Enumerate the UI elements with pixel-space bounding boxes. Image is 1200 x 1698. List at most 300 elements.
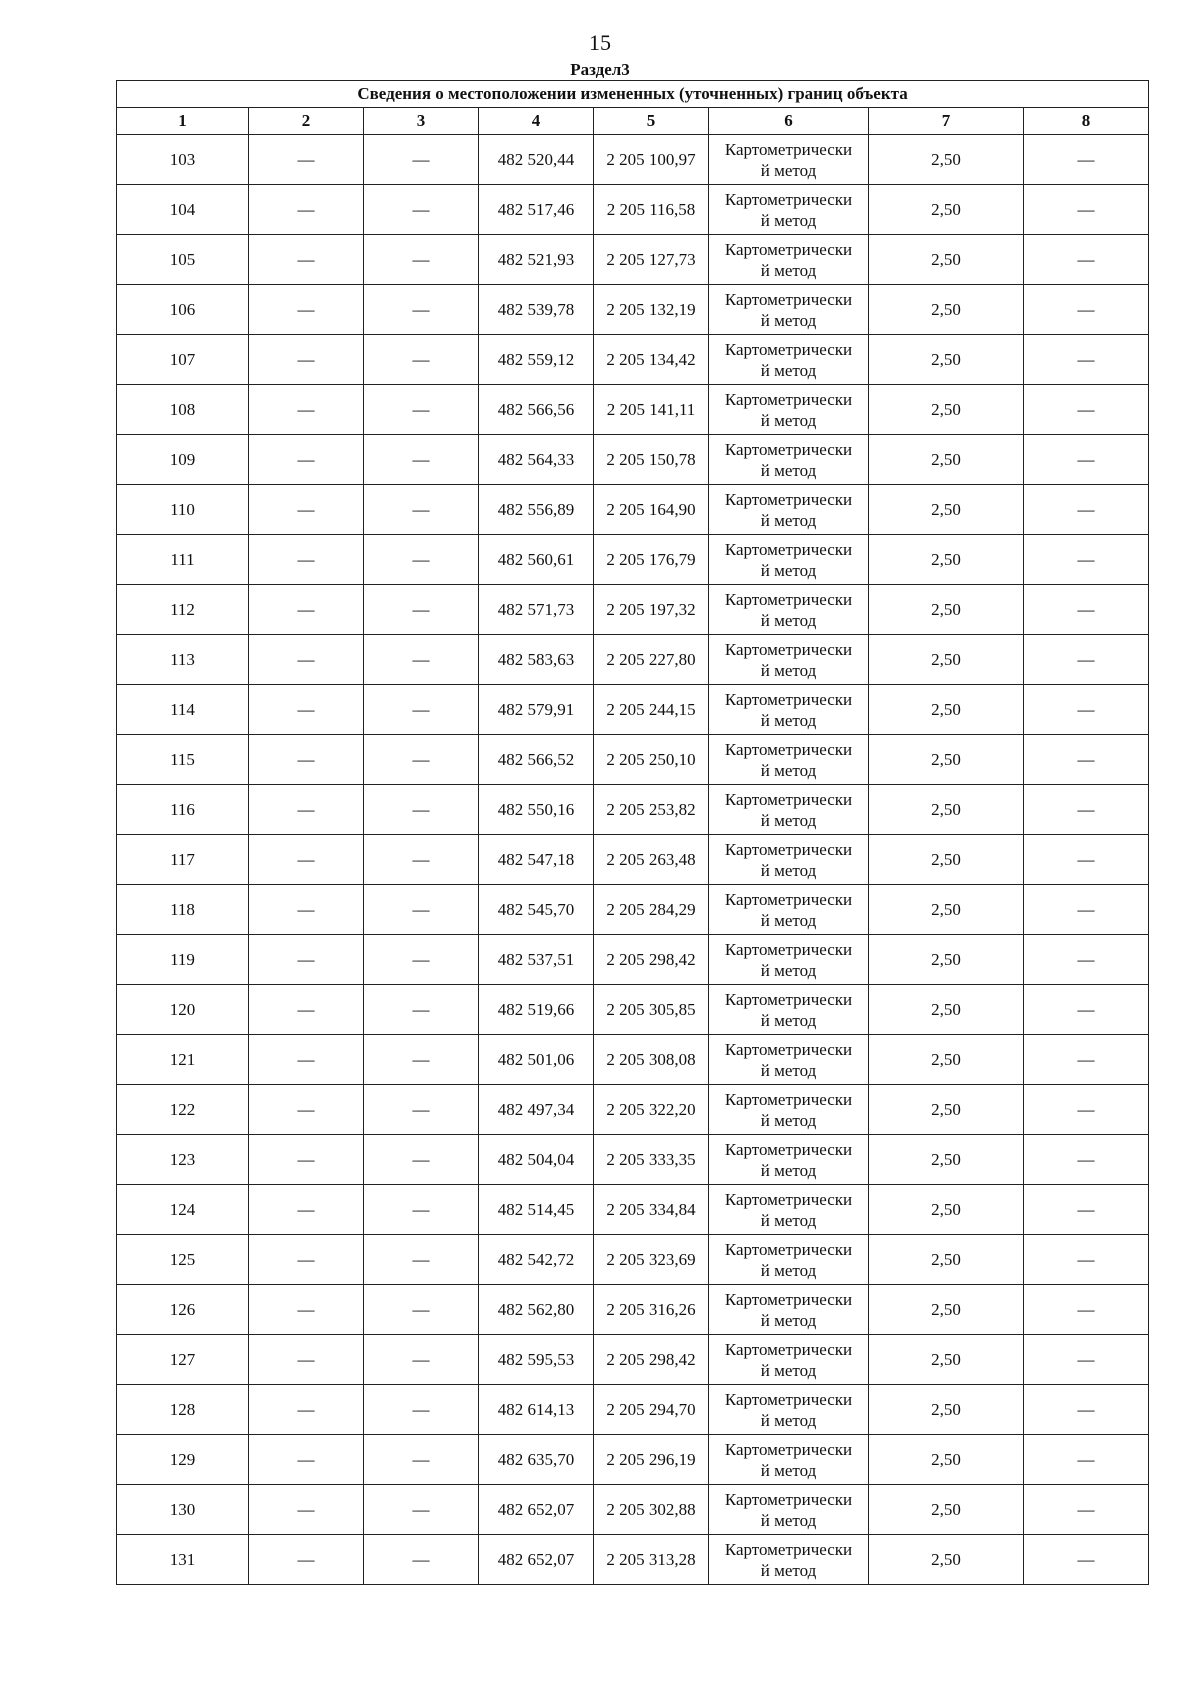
coordinate-y-cell: 2 205 197,32: [594, 585, 709, 635]
coordinate-x-cell: 482 583,63: [479, 635, 594, 685]
accuracy-cell: 2,50: [869, 235, 1024, 285]
col2-dash-cell: —: [249, 385, 364, 435]
col8-dash-cell: —: [1024, 1285, 1149, 1335]
point-number-cell: 124: [117, 1185, 249, 1235]
accuracy-cell: 2,50: [869, 735, 1024, 785]
col3-dash-cell: —: [364, 1035, 479, 1085]
point-number-cell: 122: [117, 1085, 249, 1135]
accuracy-cell: 2,50: [869, 535, 1024, 585]
method-line-1: Картометрически: [724, 489, 853, 509]
col8-dash-cell: —: [1024, 185, 1149, 235]
method-line-1: Картометрически: [724, 289, 853, 309]
coordinate-x-cell: 482 519,66: [479, 985, 594, 1035]
col2-dash-cell: —: [249, 935, 364, 985]
method-cell: [709, 235, 869, 285]
col2-dash-cell: —: [249, 285, 364, 335]
table-row: [117, 1085, 1149, 1135]
coordinate-y-cell: 2 205 132,19: [594, 285, 709, 335]
method-line-1: Картометрически: [724, 839, 853, 859]
accuracy-cell: 2,50: [869, 185, 1024, 235]
table-row: [117, 335, 1149, 385]
point-number-cell: 125: [117, 1235, 249, 1285]
col8-dash-cell: —: [1024, 985, 1149, 1035]
col8-dash-cell: —: [1024, 1335, 1149, 1385]
col3-dash-cell: —: [364, 435, 479, 485]
coordinate-x-cell: 482 504,04: [479, 1135, 594, 1185]
col3-dash-cell: —: [364, 1285, 479, 1335]
col8-dash-cell: —: [1024, 1435, 1149, 1485]
table-row: [117, 585, 1149, 635]
coordinate-x-cell: 482 571,73: [479, 585, 594, 635]
point-number-cell: 106: [117, 285, 249, 335]
method-line-1: Картометрически: [724, 1289, 853, 1309]
point-number-cell: 127: [117, 1335, 249, 1385]
accuracy-cell: 2,50: [869, 785, 1024, 835]
point-number-cell: 109: [117, 435, 249, 485]
coordinate-x-cell: 482 542,72: [479, 1235, 594, 1285]
method-cell: [709, 1085, 869, 1135]
coordinate-y-cell: 2 205 134,42: [594, 335, 709, 385]
method-cell: [709, 885, 869, 935]
col3-dash-cell: —: [364, 1135, 479, 1185]
point-number-cell: 112: [117, 585, 249, 635]
col3-dash-cell: —: [364, 235, 479, 285]
point-number-cell: 113: [117, 635, 249, 685]
point-number-cell: 111: [117, 535, 249, 585]
col3-dash-cell: —: [364, 985, 479, 1035]
col3-dash-cell: —: [364, 635, 479, 685]
method-line-1: Картометрически: [724, 1039, 853, 1059]
coordinate-y-cell: 2 205 100,97: [594, 135, 709, 185]
coordinate-x-cell: 482 579,91: [479, 685, 594, 735]
coordinate-y-cell: 2 205 253,82: [594, 785, 709, 835]
accuracy-cell: 2,50: [869, 835, 1024, 885]
column-header-4: 4: [479, 108, 594, 135]
table-row: [117, 135, 1149, 185]
column-number-row: [117, 108, 1149, 135]
accuracy-cell: 2,50: [869, 685, 1024, 735]
method-line-1: Картометрически: [724, 239, 853, 259]
col8-dash-cell: —: [1024, 385, 1149, 435]
method-line-2: й метод: [760, 1160, 817, 1180]
coordinate-y-cell: 2 205 127,73: [594, 235, 709, 285]
point-number-cell: 108: [117, 385, 249, 435]
table-row: [117, 1135, 1149, 1185]
col8-dash-cell: —: [1024, 1185, 1149, 1235]
method-cell: [709, 1135, 869, 1185]
method-line-2: й метод: [760, 1560, 817, 1580]
coordinate-y-cell: 2 205 284,29: [594, 885, 709, 935]
method-line-1: Картометрически: [724, 989, 853, 1009]
point-number-cell: 116: [117, 785, 249, 835]
coordinate-x-cell: 482 635,70: [479, 1435, 594, 1485]
table-row: [117, 1335, 1149, 1385]
coordinate-y-cell: 2 205 298,42: [594, 935, 709, 985]
col3-dash-cell: —: [364, 1435, 479, 1485]
table-row: [117, 735, 1149, 785]
method-line-1: Картометрически: [724, 1189, 853, 1209]
method-cell: [709, 1335, 869, 1385]
method-line-1: Картометрически: [724, 689, 853, 709]
method-cell: [709, 1485, 869, 1535]
accuracy-cell: 2,50: [869, 1235, 1024, 1285]
column-header-5: 5: [594, 108, 709, 135]
column-header-3: 3: [364, 108, 479, 135]
table-row: [117, 1035, 1149, 1085]
accuracy-cell: 2,50: [869, 485, 1024, 535]
method-line-2: й метод: [760, 860, 817, 880]
method-line-1: Картометрически: [724, 1539, 853, 1559]
accuracy-cell: 2,50: [869, 135, 1024, 185]
col8-dash-cell: —: [1024, 735, 1149, 785]
table-row: [117, 1435, 1149, 1485]
table-row: [117, 235, 1149, 285]
col2-dash-cell: —: [249, 1185, 364, 1235]
col2-dash-cell: —: [249, 785, 364, 835]
method-line-2: й метод: [760, 660, 817, 680]
method-cell: [709, 185, 869, 235]
method-line-2: й метод: [760, 510, 817, 530]
method-line-1: Картометрически: [724, 939, 853, 959]
col8-dash-cell: —: [1024, 235, 1149, 285]
accuracy-cell: 2,50: [869, 1335, 1024, 1385]
table-caption: Сведения о местоположении измененных (уточненных) границ объекта: [117, 81, 1149, 108]
coordinate-x-cell: 482 550,16: [479, 785, 594, 835]
col3-dash-cell: —: [364, 785, 479, 835]
point-number-cell: 117: [117, 835, 249, 885]
table-row: [117, 935, 1149, 985]
col2-dash-cell: —: [249, 835, 364, 885]
accuracy-cell: 2,50: [869, 435, 1024, 485]
method-line-1: Картометрически: [724, 739, 853, 759]
coordinate-x-cell: 482 514,45: [479, 1185, 594, 1235]
accuracy-cell: 2,50: [869, 935, 1024, 985]
accuracy-cell: 2,50: [869, 885, 1024, 935]
method-line-1: Картометрически: [724, 1089, 853, 1109]
coordinate-y-cell: 2 205 308,08: [594, 1035, 709, 1085]
coordinate-x-cell: 482 501,06: [479, 1035, 594, 1085]
coordinate-x-cell: 482 566,56: [479, 385, 594, 435]
method-cell: [709, 835, 869, 885]
coordinate-y-cell: 2 205 334,84: [594, 1185, 709, 1235]
point-number-cell: 130: [117, 1485, 249, 1535]
coordinate-y-cell: 2 205 150,78: [594, 435, 709, 485]
accuracy-cell: 2,50: [869, 585, 1024, 635]
method-line-2: й метод: [760, 910, 817, 930]
method-cell: [709, 285, 869, 335]
table-row: [117, 285, 1149, 335]
method-line-1: Картометрически: [724, 589, 853, 609]
coordinate-y-cell: 2 205 116,58: [594, 185, 709, 235]
col8-dash-cell: —: [1024, 135, 1149, 185]
method-line-2: й метод: [760, 560, 817, 580]
method-cell: [709, 585, 869, 635]
method-cell: [709, 1385, 869, 1435]
col2-dash-cell: —: [249, 1285, 364, 1335]
method-line-2: й метод: [760, 810, 817, 830]
point-number-cell: 114: [117, 685, 249, 735]
coordinate-x-cell: 482 562,80: [479, 1285, 594, 1335]
method-cell: [709, 385, 869, 435]
method-cell: [709, 1235, 869, 1285]
method-line-2: й метод: [760, 1060, 817, 1080]
table-body: [117, 135, 1149, 1585]
col2-dash-cell: —: [249, 485, 364, 535]
col3-dash-cell: —: [364, 885, 479, 935]
coordinate-y-cell: 2 205 244,15: [594, 685, 709, 735]
coordinate-y-cell: 2 205 141,11: [594, 385, 709, 435]
method-line-2: й метод: [760, 1510, 817, 1530]
point-number-cell: 121: [117, 1035, 249, 1085]
coordinate-x-cell: 482 614,13: [479, 1385, 594, 1435]
method-line-2: й метод: [760, 310, 817, 330]
accuracy-cell: 2,50: [869, 1085, 1024, 1135]
coordinate-y-cell: 2 205 294,70: [594, 1385, 709, 1435]
method-cell: [709, 1435, 869, 1485]
col8-dash-cell: —: [1024, 1035, 1149, 1085]
col2-dash-cell: —: [249, 1035, 364, 1085]
accuracy-cell: 2,50: [869, 635, 1024, 685]
method-line-2: й метод: [760, 1110, 817, 1130]
method-cell: [709, 685, 869, 735]
col2-dash-cell: —: [249, 1085, 364, 1135]
coordinate-y-cell: 2 205 333,35: [594, 1135, 709, 1185]
accuracy-cell: 2,50: [869, 1385, 1024, 1435]
col2-dash-cell: —: [249, 585, 364, 635]
col8-dash-cell: —: [1024, 535, 1149, 585]
point-number-cell: 118: [117, 885, 249, 935]
method-line-1: Картометрически: [724, 389, 853, 409]
method-cell: [709, 935, 869, 985]
col3-dash-cell: —: [364, 585, 479, 635]
section-title: Раздел3: [570, 60, 630, 79]
coordinate-y-cell: 2 205 323,69: [594, 1235, 709, 1285]
point-number-cell: 103: [117, 135, 249, 185]
point-number-cell: 120: [117, 985, 249, 1035]
point-number-cell: 126: [117, 1285, 249, 1335]
coordinate-y-cell: 2 205 250,10: [594, 735, 709, 785]
method-line-2: й метод: [760, 360, 817, 380]
accuracy-cell: 2,50: [869, 385, 1024, 435]
method-line-1: Картометрически: [724, 1489, 853, 1509]
method-cell: [709, 635, 869, 685]
col2-dash-cell: —: [249, 1135, 364, 1185]
col2-dash-cell: —: [249, 235, 364, 285]
coordinate-y-cell: 2 205 227,80: [594, 635, 709, 685]
method-line-1: Картометрически: [724, 539, 853, 559]
col2-dash-cell: —: [249, 535, 364, 585]
col8-dash-cell: —: [1024, 1085, 1149, 1135]
point-number-cell: 131: [117, 1535, 249, 1585]
point-number-cell: 107: [117, 335, 249, 385]
coordinate-x-cell: 482 652,07: [479, 1535, 594, 1585]
col3-dash-cell: —: [364, 1085, 479, 1135]
coordinate-y-cell: 2 205 296,19: [594, 1435, 709, 1485]
table-row: [117, 1535, 1149, 1585]
table-row: [117, 885, 1149, 935]
coordinate-x-cell: 482 595,53: [479, 1335, 594, 1385]
col3-dash-cell: —: [364, 385, 479, 435]
coordinate-x-cell: 482 517,46: [479, 185, 594, 235]
col8-dash-cell: —: [1024, 485, 1149, 535]
accuracy-cell: 2,50: [869, 1035, 1024, 1085]
method-cell: [709, 335, 869, 385]
col2-dash-cell: —: [249, 885, 364, 935]
col2-dash-cell: —: [249, 435, 364, 485]
method-line-2: й метод: [760, 1460, 817, 1480]
method-line-1: Картометрически: [724, 339, 853, 359]
coordinate-x-cell: 482 566,52: [479, 735, 594, 785]
column-header-7: 7: [869, 108, 1024, 135]
col2-dash-cell: —: [249, 335, 364, 385]
col8-dash-cell: —: [1024, 935, 1149, 985]
method-line-1: Картометрически: [724, 1439, 853, 1459]
table-row: [117, 985, 1149, 1035]
column-header-1: 1: [117, 108, 249, 135]
coordinate-y-cell: 2 205 164,90: [594, 485, 709, 535]
method-line-1: Картометрически: [724, 639, 853, 659]
method-line-1: Картометрически: [724, 789, 853, 809]
accuracy-cell: 2,50: [869, 1435, 1024, 1485]
col3-dash-cell: —: [364, 685, 479, 735]
coordinate-x-cell: 482 537,51: [479, 935, 594, 985]
col8-dash-cell: —: [1024, 335, 1149, 385]
coordinate-x-cell: 482 564,33: [479, 435, 594, 485]
point-number-cell: 115: [117, 735, 249, 785]
column-header-8: 8: [1024, 108, 1149, 135]
col2-dash-cell: —: [249, 1485, 364, 1535]
method-cell: [709, 1535, 869, 1585]
method-line-1: Картометрически: [724, 1139, 853, 1159]
col2-dash-cell: —: [249, 1335, 364, 1385]
accuracy-cell: 2,50: [869, 1485, 1024, 1535]
method-line-2: й метод: [760, 1260, 817, 1280]
accuracy-cell: 2,50: [869, 1135, 1024, 1185]
coordinate-y-cell: 2 205 298,42: [594, 1335, 709, 1385]
col2-dash-cell: —: [249, 735, 364, 785]
table-row: [117, 485, 1149, 535]
method-cell: [709, 135, 869, 185]
table-caption-row: [117, 81, 1149, 108]
col8-dash-cell: —: [1024, 885, 1149, 935]
method-cell: [709, 1285, 869, 1335]
col3-dash-cell: —: [364, 535, 479, 585]
col3-dash-cell: —: [364, 185, 479, 235]
col8-dash-cell: —: [1024, 785, 1149, 835]
method-cell: [709, 735, 869, 785]
col8-dash-cell: —: [1024, 635, 1149, 685]
accuracy-cell: 2,50: [869, 985, 1024, 1035]
method-line-2: й метод: [760, 960, 817, 980]
method-cell: [709, 535, 869, 585]
accuracy-cell: 2,50: [869, 285, 1024, 335]
col8-dash-cell: —: [1024, 685, 1149, 735]
method-line-2: й метод: [760, 1010, 817, 1030]
table-row: [117, 1235, 1149, 1285]
method-line-2: й метод: [760, 160, 817, 180]
col3-dash-cell: —: [364, 1335, 479, 1385]
method-line-2: й метод: [760, 260, 817, 280]
method-cell: [709, 785, 869, 835]
coordinate-y-cell: 2 205 263,48: [594, 835, 709, 885]
point-number-cell: 105: [117, 235, 249, 285]
col3-dash-cell: —: [364, 835, 479, 885]
col8-dash-cell: —: [1024, 1535, 1149, 1585]
method-cell: [709, 1185, 869, 1235]
boundary-coordinates-table: [116, 80, 1149, 1585]
method-line-2: й метод: [760, 460, 817, 480]
col2-dash-cell: —: [249, 135, 364, 185]
point-number-cell: 110: [117, 485, 249, 535]
coordinate-y-cell: 2 205 305,85: [594, 985, 709, 1035]
coordinate-x-cell: 482 521,93: [479, 235, 594, 285]
coordinate-y-cell: 2 205 322,20: [594, 1085, 709, 1135]
method-line-2: й метод: [760, 710, 817, 730]
table-row: [117, 785, 1149, 835]
col3-dash-cell: —: [364, 285, 479, 335]
col3-dash-cell: —: [364, 1535, 479, 1585]
col8-dash-cell: —: [1024, 1385, 1149, 1435]
col3-dash-cell: —: [364, 1235, 479, 1285]
method-line-1: Картометрически: [724, 189, 853, 209]
point-number-cell: 123: [117, 1135, 249, 1185]
table-row: [117, 1485, 1149, 1535]
coordinate-x-cell: 482 652,07: [479, 1485, 594, 1535]
table-row: [117, 685, 1149, 735]
method-line-1: Картометрически: [724, 439, 853, 459]
col2-dash-cell: —: [249, 635, 364, 685]
method-line-2: й метод: [760, 410, 817, 430]
accuracy-cell: 2,50: [869, 1285, 1024, 1335]
coordinate-x-cell: 482 547,18: [479, 835, 594, 885]
table-row: [117, 1385, 1149, 1435]
col2-dash-cell: —: [249, 1435, 364, 1485]
coordinate-x-cell: 482 539,78: [479, 285, 594, 335]
method-line-1: Картометрически: [724, 1239, 853, 1259]
coordinate-x-cell: 482 559,12: [479, 335, 594, 385]
method-line-2: й метод: [760, 210, 817, 230]
col8-dash-cell: —: [1024, 1485, 1149, 1535]
col3-dash-cell: —: [364, 135, 479, 185]
col2-dash-cell: —: [249, 985, 364, 1035]
coordinate-y-cell: 2 205 316,26: [594, 1285, 709, 1335]
coordinate-x-cell: 482 560,61: [479, 535, 594, 585]
col8-dash-cell: —: [1024, 435, 1149, 485]
accuracy-cell: 2,50: [869, 1535, 1024, 1585]
col8-dash-cell: —: [1024, 1235, 1149, 1285]
method-cell: [709, 485, 869, 535]
coordinate-x-cell: 482 556,89: [479, 485, 594, 535]
method-line-1: Картометрически: [724, 1389, 853, 1409]
method-line-2: й метод: [760, 1360, 817, 1380]
accuracy-cell: 2,50: [869, 335, 1024, 385]
table-row: [117, 835, 1149, 885]
point-number-cell: 128: [117, 1385, 249, 1435]
col2-dash-cell: —: [249, 1535, 364, 1585]
page-number: 15: [589, 30, 611, 55]
method-line-2: й метод: [760, 1410, 817, 1430]
col3-dash-cell: —: [364, 485, 479, 535]
table-row: [117, 1185, 1149, 1235]
method-line-2: й метод: [760, 1310, 817, 1330]
column-header-6: 6: [709, 108, 869, 135]
col3-dash-cell: —: [364, 1185, 479, 1235]
coordinate-x-cell: 482 497,34: [479, 1085, 594, 1135]
table-row: [117, 535, 1149, 585]
coordinate-x-cell: 482 520,44: [479, 135, 594, 185]
coordinate-y-cell: 2 205 302,88: [594, 1485, 709, 1535]
table-row: [117, 1285, 1149, 1335]
